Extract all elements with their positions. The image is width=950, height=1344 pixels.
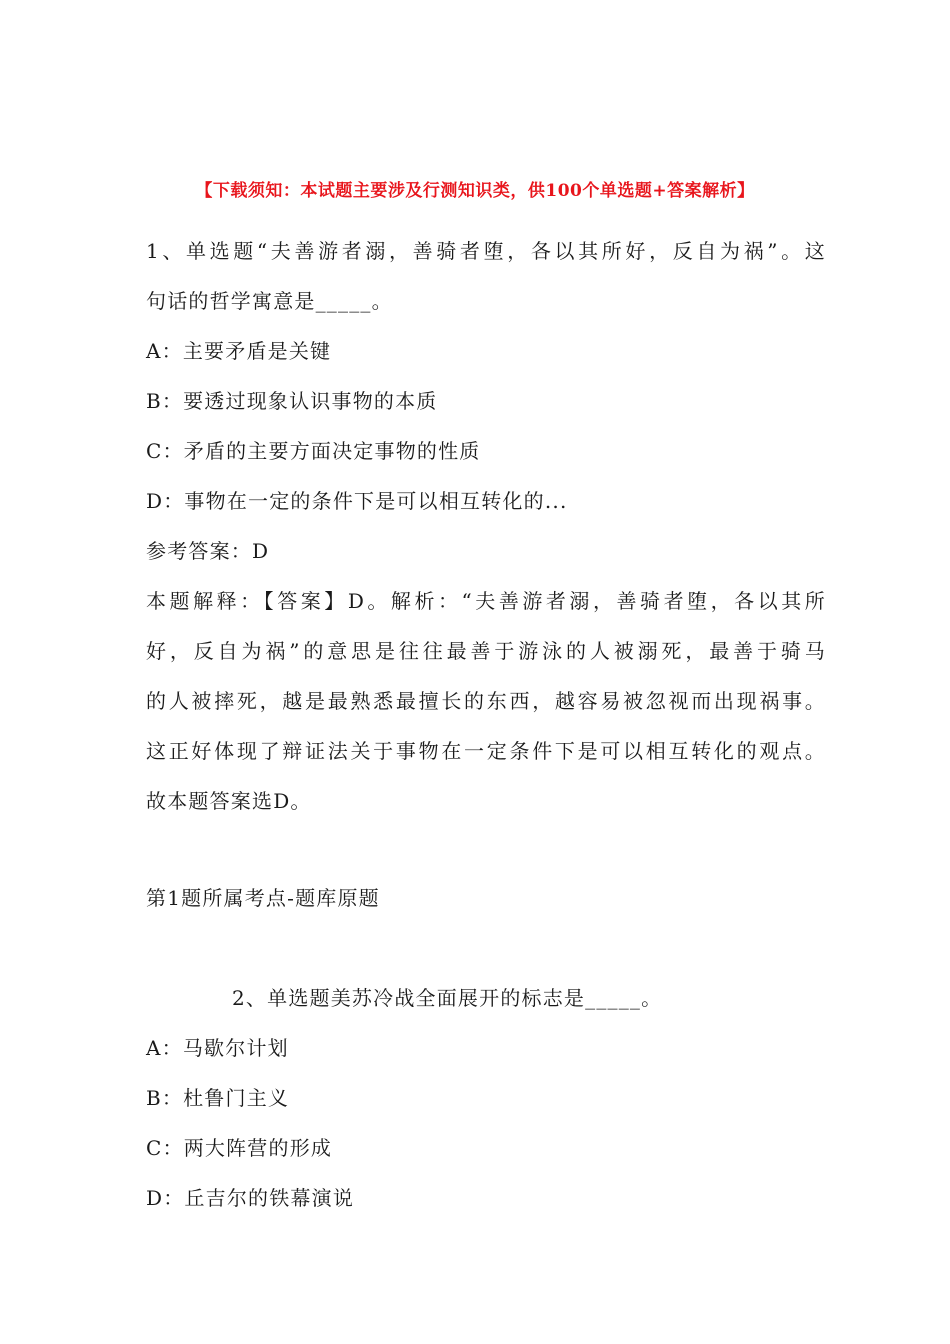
explanation-line: 的人被摔死，越是最熟悉最擅长的东西，越容易被忽视而出现祸事。 — [146, 689, 826, 713]
question-2 — [146, 973, 826, 1223]
explanation-line: 故本题答案选D。 — [146, 789, 312, 813]
option-b: B：要透过现象认识事物的本质 — [146, 389, 438, 413]
option-d: D：事物在一定的条件下是可以相互转化的... — [146, 489, 568, 513]
download-notice: 【下载须知：本试题主要涉及行测知识类，供100个单选题+答案解析】 — [195, 181, 755, 201]
explanation-line: 本题解释：【答案】D。解析：“夫善游者溺，善骑者堕，各以其所 — [146, 589, 826, 613]
question-stem: 2、单选题美苏冷战全面展开的标志是_____。 — [232, 986, 663, 1010]
option-b: B：杜鲁门主义 — [146, 1086, 290, 1110]
category-label: 第1题所属考点-题库原题 — [146, 886, 380, 910]
explanation-line: 好，反自为祸”的意思是往往最善于游泳的人被溺死，最善于骑马 — [146, 639, 826, 663]
question-1-category — [146, 873, 826, 923]
question-stem-line: 1、单选题“夫善游者溺，善骑者堕，各以其所好，反自为祸”。这 — [146, 239, 826, 263]
option-d: D：丘吉尔的铁幕演说 — [146, 1186, 355, 1210]
question-stem-line: 句话的哲学寓意是_____。 — [146, 289, 393, 313]
option-c: C：两大阵营的形成 — [146, 1136, 333, 1160]
reference-answer: 参考答案：D — [146, 539, 270, 563]
explanation-line: 这正好体现了辩证法关于事物在一定条件下是可以相互转化的观点。 — [146, 739, 826, 763]
question-1 — [146, 226, 826, 826]
option-a: A：马歇尔计划 — [146, 1036, 289, 1060]
option-c: C：矛盾的主要方面决定事物的性质 — [146, 439, 481, 463]
option-a: A：主要矛盾是关键 — [146, 339, 332, 363]
